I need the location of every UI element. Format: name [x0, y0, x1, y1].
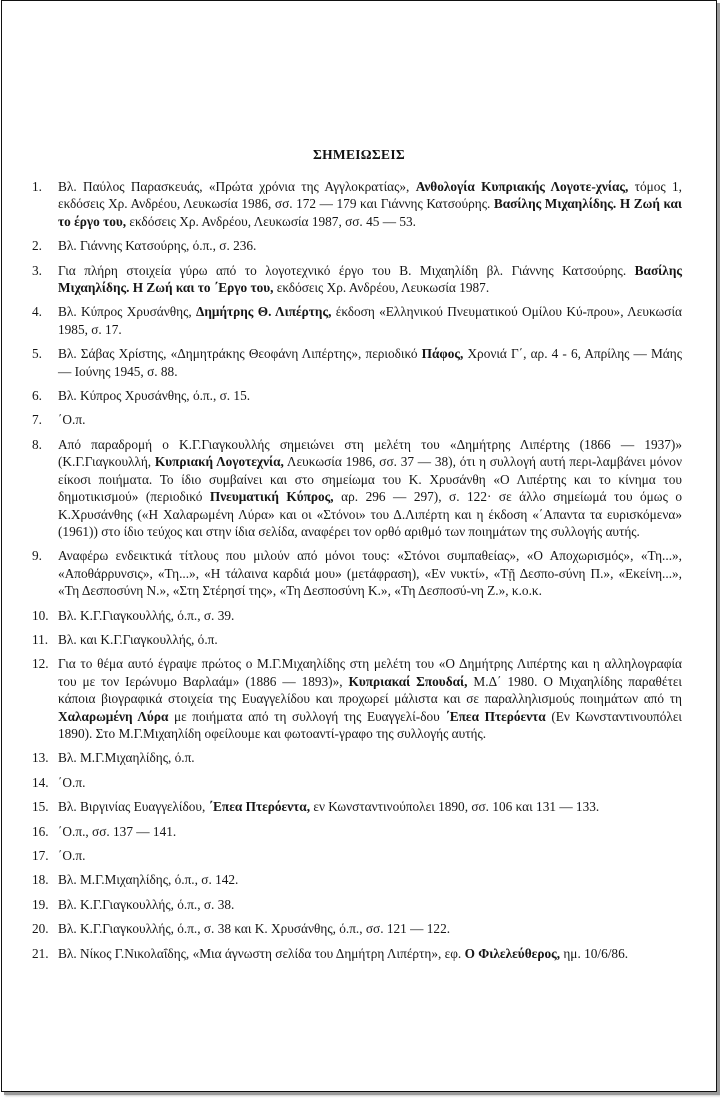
footnote-text — [58, 656, 682, 741]
footnote-text-segment: με ποιήματα από τη συλλογή της Ευαγγελί-δου — [168, 708, 446, 724]
footnote-item — [32, 655, 682, 742]
footnote-text — [58, 632, 218, 647]
footnote-number: 9. — [32, 548, 42, 564]
footnote-bold-title: ΄Επεα Πτερόεντα — [445, 708, 546, 724]
footnote-text-segment: Από παραδρομή ο Κ.Γ.Γιαγκουλλής σημειώνει στη μελέτη του «Δημήτρης Λιπέρτης (1866 — 1937)» (Κ.Γ.Γιαγκουλλή, — [58, 436, 682, 470]
footnote-text — [58, 775, 85, 790]
footnote-text — [58, 921, 450, 936]
footnote-item — [32, 178, 682, 230]
footnote-item — [32, 774, 682, 791]
footnote-text — [58, 238, 256, 253]
footnote-number: 7. — [32, 412, 42, 428]
footnote-item — [32, 345, 682, 380]
footnote-text — [58, 872, 238, 887]
footnote-item — [32, 920, 682, 937]
footnote-bold-title: Πνευματική Κύπρος, — [209, 489, 334, 505]
footnote-text — [58, 824, 176, 839]
footnote-text-segment: εκδόσεις Χρ. Ανδρέου, Λευκωσία 1987. — [273, 280, 490, 296]
footnote-text — [58, 388, 250, 403]
footnote-item — [32, 387, 682, 404]
footnote-bold-title: Βασίλης Μιχαηλίδης. Η Ζωή και το ΄Εργο του, — [58, 262, 682, 296]
footnote-number: 2. — [32, 238, 42, 254]
footnote-text — [58, 897, 234, 912]
notes-list — [32, 178, 682, 969]
footnote-bold-title: Κυπριακαί Σπουδαί, — [348, 673, 468, 689]
footnote-text-segment: Χρονιά Γ΄, αρ. 4 - 6, Απρίλης — Μάης — Ιούνης 1945, σ. 88. — [58, 346, 682, 379]
footnote-text-segment: Βλ. Σάβας Χρίστης, «Δημητράκης Θεοφάνη Λιπέρτης», περιοδικό — [58, 346, 422, 362]
footnote-item — [32, 823, 682, 840]
footnote-number: 17. — [32, 848, 49, 863]
footnote-number: 12. — [32, 656, 49, 672]
footnote-text-segment: εκδόσεις Χρ. Ανδρέου, Λευκωσία 1987, σσ. 45 — 53. — [126, 213, 416, 229]
footnote-item — [32, 411, 682, 428]
footnote-item — [32, 847, 682, 864]
footnote-text — [58, 304, 682, 336]
footnote-number: 1. — [32, 179, 42, 194]
footnote-text — [58, 799, 599, 814]
footnote-text-segment: ΄Ο.π. — [58, 774, 86, 790]
footnote-text-segment: ημ. 10/6/86. — [560, 945, 629, 961]
footnote-bold-title: Ο Φιλελεύθερος, — [464, 945, 561, 961]
footnote-bold-title: Πάφος, — [421, 346, 464, 362]
footnote-text — [58, 548, 682, 598]
footnote-number: 3. — [32, 262, 42, 278]
footnote-number: 4. — [32, 304, 42, 320]
footnote-text — [58, 946, 628, 961]
footnote-number: 15. — [32, 799, 49, 815]
footnote-text-segment: Βλ. Μ.Γ.Μιχαηλίδης, ό.π. — [58, 750, 195, 766]
footnote-text-segment: έκδοση «Ελληνικού Πνευματικού Ομίλου Κύ-πρου», Λευκωσία 1985, σ. 17. — [58, 304, 682, 337]
footnote-bold-title: ΄Επεα Πτερόεντα, — [208, 799, 311, 815]
footnote-number: 19. — [32, 896, 49, 912]
footnote-number: 18. — [32, 872, 49, 888]
footnote-item — [32, 871, 682, 888]
footnote-text — [58, 179, 682, 229]
footnote-bold-title: Δημήτρης Θ. Λιπέρτης, — [196, 304, 332, 320]
footnote-bold-title: Χαλαρωμένη Λύρα — [58, 708, 169, 724]
footnote-text — [58, 750, 195, 765]
footnote-text-segment: εν Κωνσταντινούπολει 1890, σσ. 106 και 131 — 133. — [310, 799, 600, 815]
footnote-text-segment: Βλ. Γιάννης Κατσούρης, ό.π., σ. 236. — [58, 238, 257, 254]
footnote-text-segment: Μ.Δ΄ 1980. Ο Μιχαηλίδης παραθέτει κάποια βιογραφικά στοιχεία της Ευαγγελίδου και προχωρεί μάλιστα και σε παραλληλισμούς ποιημάτων από τη — [58, 673, 682, 707]
footnote-item — [32, 798, 682, 815]
footnote-text-segment: ΄Ο.π., σσ. 137 — 141. — [58, 823, 177, 839]
footnote-item — [32, 237, 682, 254]
footnote-bold-title: Κυπριακή Λογοτεχνία, — [154, 454, 284, 470]
footnote-text-segment: Βλ. Μ.Γ.Μιχαηλίδης, ό.π., σ. 142. — [58, 872, 239, 888]
footnote-item — [32, 262, 682, 297]
footnote-number: 10. — [32, 607, 49, 623]
footnote-number: 20. — [32, 921, 49, 937]
footnote-text-segment: ΄Ο.π. — [58, 848, 86, 863]
footnote-text-segment: Βλ. Κύπρος Χρυσάνθης, ό.π., σ. 15. — [58, 388, 251, 404]
footnote-text-segment: Αναφέρω ενδεικτικά τίτλους που μιλούν από μόνοι τους: «Στόνοι συμπαθείας», «Ο Αποχωρισμός», «Τη...», «Αποθάρρυνσις», «Τη...», «Η τάλαινα καρδιά μου» (μετάφραση), «Εν νυκτί», «Τῇ Δεσπο-σύνη Π.», «Εκείνη...», «Τη Δεσποσύνη Ν.», «Στη Στέρησί της», «Τη Δεσποσύνη Κ.», «Τη Δεσποσύ-νη Ζ.», κ.ο.κ. — [58, 548, 682, 599]
footnote-number: 8. — [32, 436, 42, 452]
footnote-text-segment: Λευκωσία 1986, σσ. 37 — 38), ότι η συλλογή αυτή περι-λαμβάνει μόνον είκοσι ποιήματα. Το ίδιο συμβαίνει και στο σημείωμα του Κ. Χρυσάνθη «Ο Λιπέρτης και το κίνημα του δημοτικισμού» (περιοδικό — [58, 454, 682, 505]
footnote-text-segment: (Εν Κωνσταντινουπόλει 1890). Στο Μ.Γ.Μιχαηλίδη οφείλουμε και φωτοαντί-γραφο της συλλογής αυτής. — [58, 708, 682, 741]
footnote-text-segment: Βλ. Νίκος Γ.Νικολαΐδης, «Μια άγνωστη σελίδα του Δημήτρη Λιπέρτη», εφ. — [58, 945, 465, 961]
footnote-text-segment: Για το θέμα αυτό έγραψε πρώτος ο Μ.Γ.Μιχαηλίδης στη μελέτη του «Ο Δημήτρης Λιπέρτης και η αλληλογραφία του με τον Ιερώνυμο Βαρλαάμ» (1886 — 1893)», — [58, 656, 682, 689]
footnote-text-segment: Βλ. Παύλος Παρασκευάς, «Πρώτα χρόνια της Αγγλοκρατίας», — [58, 179, 416, 194]
footnote-text-segment: Βλ. Κύπρος Χρυσάνθης, — [58, 304, 197, 320]
footnote-number: 6. — [32, 388, 42, 404]
footnote-number: 13. — [32, 750, 49, 766]
footnote-text — [58, 437, 682, 539]
footnote-item — [32, 896, 682, 913]
footnote-text — [58, 848, 85, 863]
footnote-text-segment: Βλ. και Κ.Γ.Γιαγκουλλής, ό.π. — [58, 631, 218, 647]
footnote-text — [58, 412, 85, 427]
footnote-item — [32, 547, 682, 599]
footnote-item — [32, 945, 682, 962]
footnote-text-segment: Βλ. Κ.Γ.Γιαγκουλλής, ό.π., σ. 39. — [58, 607, 235, 623]
footnote-text-segment: Βλ. Βιργινίας Ευαγγελίδου, — [58, 799, 209, 815]
footnote-text — [58, 346, 682, 378]
document-page — [1, 0, 717, 1092]
footnote-item — [32, 749, 682, 766]
footnote-item — [32, 607, 682, 624]
footnote-text — [58, 263, 682, 295]
footnote-text-segment: Βλ. Κ.Γ.Γιαγκουλλής, ό.π., σ. 38. — [58, 896, 235, 912]
footnote-text — [58, 608, 234, 623]
footnote-item — [32, 631, 682, 648]
footnote-text-segment: αρ. 296 — 297), σ. 122· σε άλλο σημείωμά του όμως ο Κ.Χρυσάνθης («Η Χαλαρωμένη Λύρα» και οι «Στόνοι» του Δ.Λιπέρτη και η έκδοση «΄Απαντα τα ευρισκόμενα» (1961)) στο ίδιο τεύχος και στην ίδια σελίδα, αναφέρει τον ορθό αριθμό των ποιημάτων της συλλογής αυτής. — [58, 489, 682, 539]
footnote-text-segment: Για πλήρη στοιχεία γύρω από το λογοτεχνικό έργο του Β. Μιχαηλίδη βλ. Γιάννης Κατσούρης. — [58, 262, 635, 278]
footnote-number: 11. — [32, 631, 49, 647]
footnote-text-segment: τόμος 1, εκδόσεις Χρ. Ανδρέου, Λευκωσία 1986, σσ. 172 — 179 και Γιάννης Κατσούρης. — [58, 179, 682, 212]
footnote-number: 21. — [32, 945, 49, 961]
footnote-bold-title: Ανθολογία Κυπριακής Λογοτε-χνίας, — [415, 179, 629, 194]
footnote-bold-title: Βασίλης Μιχαηλίδης. Η Ζωή και το έργο του, — [58, 196, 682, 229]
footnote-item — [32, 436, 682, 540]
footnote-item — [32, 303, 682, 338]
footnote-number: 16. — [32, 823, 49, 839]
footnote-text-segment: Βλ. Κ.Γ.Γιαγκουλλής, ό.π., σ. 38 και Κ. Χρυσάνθης, ό.π., σσ. 121 — 122. — [58, 921, 451, 937]
page-title: ΣΗΜΕΙΩΣΕΙΣ — [312, 147, 406, 162]
footnote-number: 14. — [32, 774, 49, 790]
footnote-number: 5. — [32, 346, 42, 362]
footnote-text-segment: ΄Ο.π. — [58, 412, 86, 428]
